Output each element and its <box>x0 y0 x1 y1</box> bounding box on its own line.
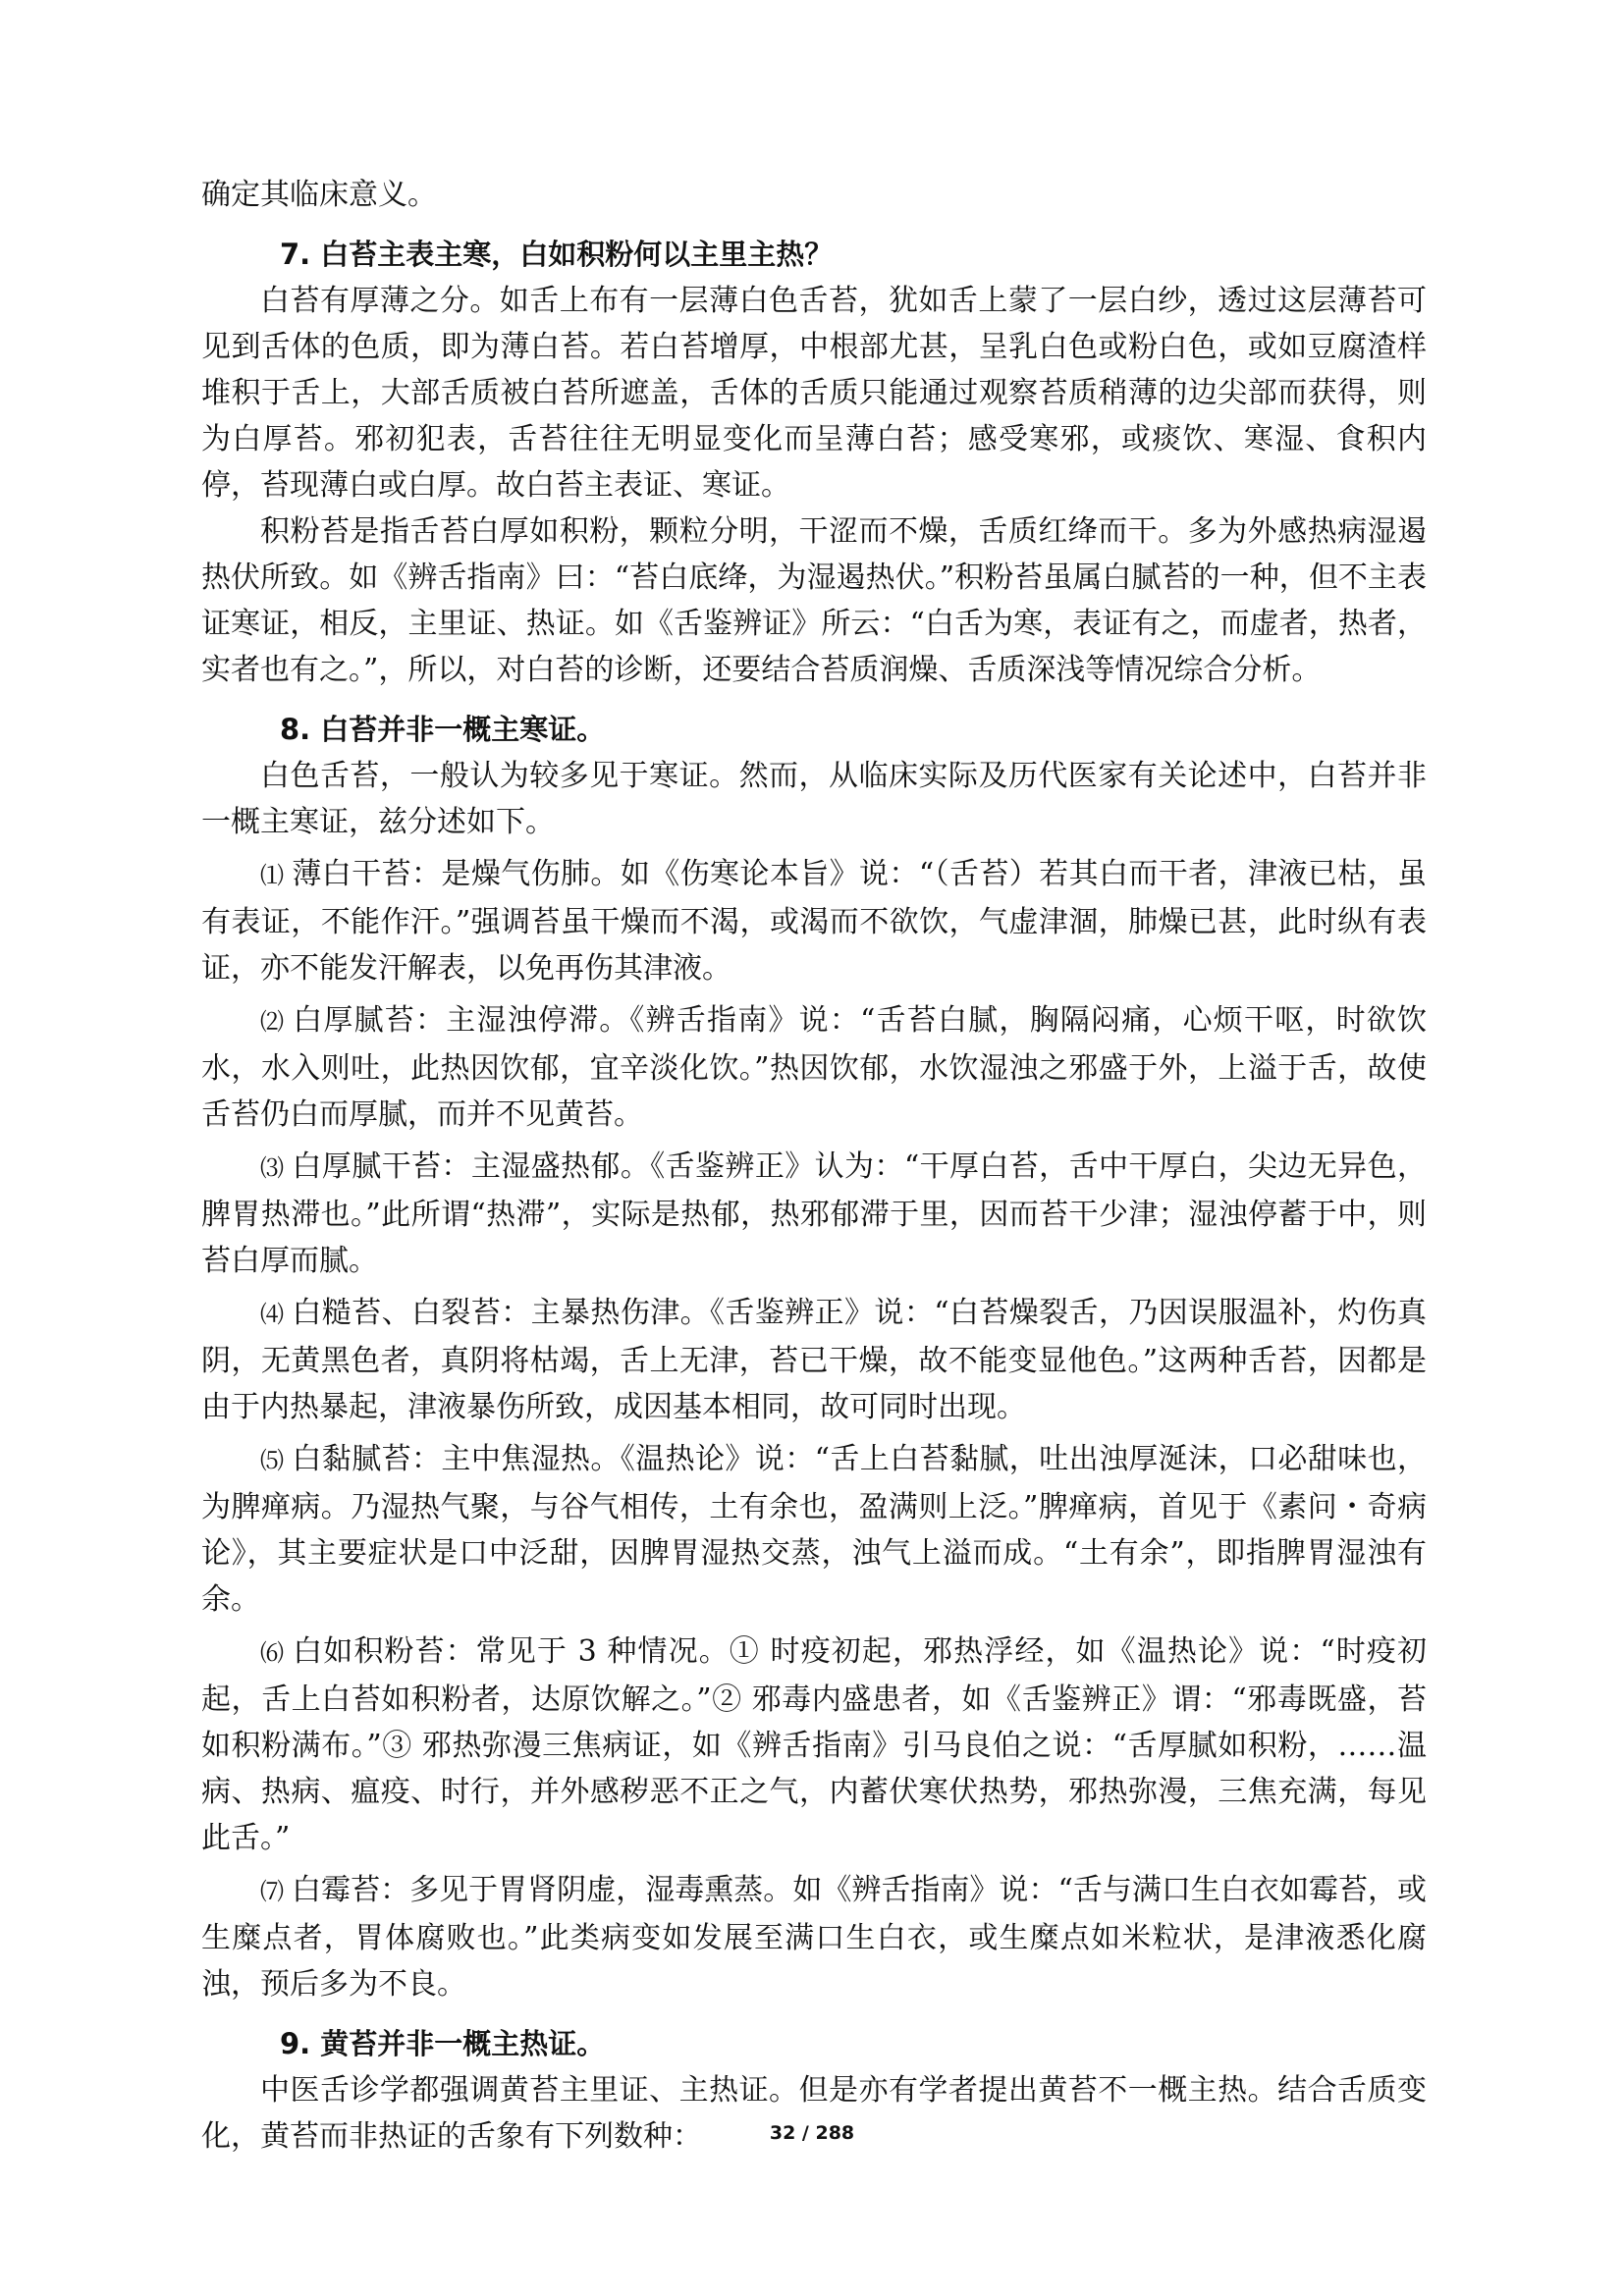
item-text: 白厚腻苔：主湿浊停滞。《辨舌指南》说：“舌苔白腻，胸隔闷痛，心烦干呕，时欲饮水，水入则吐，此热因饮郁，宜辛淡化饮。”热因饮郁，水饮湿浊之邪盛于外，上溢于舌，故使舌苔仍白而厚腻，而并不见黄苔。 <box>201 1003 1427 1132</box>
item-number: ⑺ <box>260 1878 285 1905</box>
section-8-heading: 8. 白苔并非一概主寒证。 <box>280 713 606 746</box>
item-number: ⑹ <box>260 1639 286 1667</box>
item-number: ⑴ <box>260 862 285 889</box>
intro-tail-paragraph: 确定其临床意义。 <box>201 178 437 212</box>
section-8-item-7 <box>201 1867 1427 2007</box>
section-9-paragraph-1: 中医舌诊学都强调黄苔主里证、主热证。但是亦有学者提出黄苔不一概主热。结合舌质变化，黄苔而非热证的舌象有下列数种： <box>201 2073 1427 2154</box>
page-content <box>201 172 1427 2160</box>
section-8-item-6 <box>201 1629 1427 1861</box>
section-8-paragraph-1: 白色舌苔，一般认为较多见于寒证。然而，从临床实际及历代医家有关论述中，白苔并非一概主寒证，兹分述如下。 <box>201 759 1427 839</box>
item-number: ⑷ <box>260 1301 285 1328</box>
item-text: 白厚腻干苔：主湿盛热郁。《舌鉴辨正》认为：“干厚白苔，舌中干厚白，尖边无异色，脾胃热滞也。”此所谓“热滞”，实际是热郁，热邪郁滞于里，因而苔干少津；湿浊停蓄于中，则苔白厚而腻。 <box>201 1149 1427 1278</box>
section-8-item-1 <box>201 851 1427 991</box>
section-8-item-4 <box>201 1290 1427 1430</box>
item-text: 白如积粉苔：常见于 3 种情况。① 时疫初起，邪热浮经，如《温热论》说：“时疫初起，舌上白苔如积粉者，达原饮解之。”② 邪毒内盛患者，如《舌鉴辨正》谓：“邪毒既盛，苔如积粉满布。”③ 邪热弥漫三焦病证，如《辨舌指南》引马良伯之说：“舌厚腻如积粉，……温病、热病、瘟疫、时行，并外感秽恶不正之气，内蓄伏寒伏热势，邪热弥漫，三焦充满，每见此舌。” <box>201 1634 1428 1855</box>
section-8-item-3 <box>201 1144 1427 1284</box>
section-8-item-2 <box>201 997 1427 1138</box>
section-8-item-5 <box>201 1436 1427 1623</box>
item-text: 白黏腻苔：主中焦湿热。《温热论》说：“舌上白苔黏腻，吐出浊厚涎沫，口必甜味也，为脾瘅病。乃湿热气聚，与谷气相传，土有余也，盈满则上泛。”脾瘅病，首见于《素问・奇病论》，其主要症状是口中泛甜，因脾胃湿热交蒸，浊气上溢而成。“土有余”，即指脾胃湿浊有余。 <box>201 1442 1427 1617</box>
item-number: ⑸ <box>260 1447 285 1474</box>
item-text: 白霉苔：多见于胃肾阴虚，湿毒熏蒸。如《辨舌指南》说：“舌与满口生白衣如霉苔，或生糜点者，胃体腐败也。”此类病变如发展至满口生白衣，或生糜点如米粒状，是津液悉化腐浊，预后多为不良。 <box>201 1873 1428 2002</box>
item-text: 薄白干苔：是燥气伤肺。如《伤寒论本旨》说：“（舌苔）若其白而干者，津液已枯，虽有表证，不能作汗。”强调苔虽干燥而不渴，或渴而不欲饮，气虚津涸，肺燥已甚，此时纵有表证，亦不能发汗解表，以免再伤其津液。 <box>201 857 1427 986</box>
item-text: 白糙苔、白裂苔：主暴热伤津。《舌鉴辨正》说：“白苔燥裂舌，乃因误服温补，灼伤真阴，无黄黑色者，真阴将枯竭，舌上无津，苔已干燥，故不能变显他色。”这两种舌苔，因都是由于内热暴起，津液暴伤所致，成因基本相同，故可同时出现。 <box>201 1296 1427 1424</box>
item-number: ⑶ <box>260 1154 285 1182</box>
section-7-paragraph-1: 白苔有厚薄之分。如舌上布有一层薄白色舌苔，犹如舌上蒙了一层白纱，透过这层薄苔可见到舌体的色质，即为薄白苔。若白苔增厚，中根部尤甚，呈乳白色或粉白色，或如豆腐渣样堆积于舌上，大部舌质被白苔所遮盖，舌体的舌质只能通过观察苔质稍薄的边尖部而获得，则为白厚苔。邪初犯表，舌苔往往无明显变化而呈薄白苔；感受寒邪，或痰饮、寒湿、食积内停，苔现薄白或白厚。故白苔主表证、寒证。 <box>201 284 1427 503</box>
item-number: ⑵ <box>260 1008 286 1036</box>
page-number: 32 / 288 <box>769 2122 855 2144</box>
section-9-heading: 9. 黄苔并非一概主热证。 <box>280 2027 606 2060</box>
section-7-paragraph-2: 积粉苔是指舌苔白厚如积粉，颗粒分明，干涩而不燥，舌质红绛而干。多为外感热病湿遏热伏所致。如《辨舌指南》曰：“苔白底绛，为湿遏热伏。”积粉苔虽属白腻苔的一种，但不主表证寒证，相反，主里证、热证。如《舌鉴辨证》所云：“白舌为寒，表证有之，而虚者，热者，实者也有之。”，所以，对白苔的诊断，还要结合苔质润燥、舌质深浅等情况综合分析。 <box>201 514 1427 687</box>
section-7-heading: 7. 白苔主表主寒，白如积粉何以主里主热？ <box>280 238 834 271</box>
